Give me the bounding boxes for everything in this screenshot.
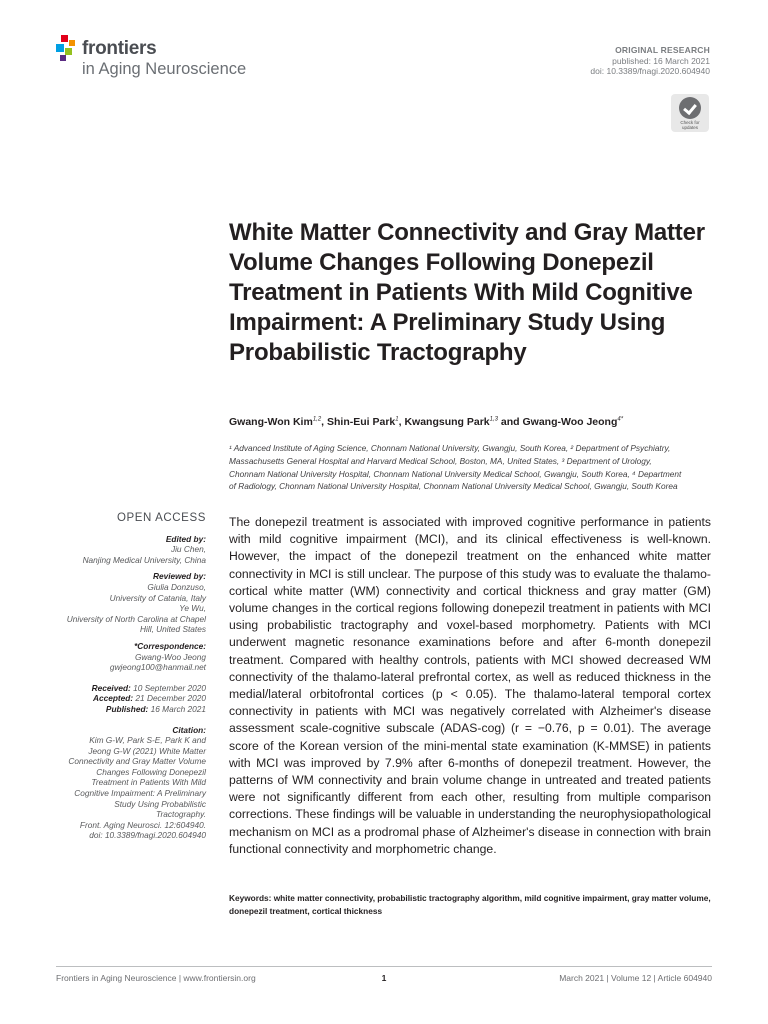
frontiers-logo-icon: [56, 33, 82, 63]
citation-line[interactable]: doi: 10.3389/fnagi.2020.604940: [89, 830, 206, 841]
author-affiliation-ref: 1,3: [489, 416, 498, 423]
published-date-row: [52, 704, 206, 715]
keywords: Keywords: white matter connectivity, probabilistic tractography algorithm, mild cognitive impairment, gray matter volume, donepezil treatment, cortical thickness: [229, 893, 711, 916]
author-separator: ,: [321, 416, 327, 428]
published-date: 16 March 2021: [150, 703, 206, 714]
affiliation-line: Chonnam National University Hospital, Chonnam National University Medical School, Gwangju, South Korea, ⁴ Department: [229, 468, 682, 479]
citation-line: Front. Aging Neurosci. 12:604940.: [79, 819, 206, 830]
reviewed-by-label: Reviewed by:: [152, 571, 206, 582]
author-affiliation-ref: 4*: [617, 416, 624, 423]
correspondence-label: *Correspondence:: [134, 640, 206, 651]
editor-affiliation: Nanjing Medical University, China: [82, 554, 206, 565]
footer-journal-link[interactable]: Frontiers in Aging Neuroscience | www.frontiersin.org: [56, 973, 256, 983]
author-list: [229, 416, 719, 428]
check-for-updates-badge[interactable]: [671, 94, 709, 132]
article-sidebar: [52, 513, 206, 841]
reviewer-name: Giulia Donzuso,: [147, 581, 206, 592]
received-label: Received:: [91, 682, 131, 693]
correspondence-name: Gwang-Woo Jeong: [134, 651, 206, 662]
check-for-updates-label: Check for updates: [680, 120, 700, 130]
author-affiliation-ref: 1,2: [312, 416, 322, 423]
correspondence-email[interactable]: gwjeong100@hanmail.net: [109, 662, 206, 673]
accepted-date-row: [52, 693, 206, 704]
reviewer-affiliation: Hill, United States: [140, 624, 206, 635]
citation-line: Jeong G-W (2021) White Matter: [88, 745, 206, 756]
citation-line: Connectivity and Gray Matter Volume: [68, 756, 206, 767]
citation-label: Citation:: [172, 724, 206, 735]
citation-line: Tractography.: [156, 809, 206, 820]
article-title: White Matter Connectivity and Gray Matter Volume Changes Following Donepezil Treatment in Patients With Mild Cognitive Impairment: A Preliminary Study Using Probabilistic Tractography: [229, 219, 705, 366]
author-separator: ,: [398, 416, 405, 428]
author-name[interactable]: Gwang-Woo Jeong: [522, 416, 618, 428]
received-date: 10 September 2020: [133, 682, 206, 693]
journal-name: in Aging Neuroscience: [82, 60, 247, 78]
check-for-updates-icon: [679, 97, 701, 119]
author-separator: and: [497, 416, 523, 428]
author-name[interactable]: Shin-Eui Park: [327, 416, 396, 428]
editor-name: Jiu Chen,: [170, 544, 206, 555]
reviewer-affiliation: University of North Carolina at Chapel: [66, 613, 206, 624]
author-name[interactable]: Gwang-Won Kim: [229, 416, 313, 428]
doi-line[interactable]: doi: 10.3389/fnagi.2020.604940: [590, 66, 710, 76]
published-label: Published:: [105, 703, 149, 714]
affiliation-line: of Radiology, Chonnam National University Hospital, Chonnam National University Medical School, Gwangju, South Korea: [229, 481, 678, 492]
affiliations: [229, 442, 713, 493]
accepted-label: Accepted:: [92, 693, 134, 704]
open-access-label: OPEN ACCESS: [116, 512, 206, 524]
accepted-date: 21 December 2020: [135, 693, 206, 704]
citation-line: Cognitive Impairment: A Preliminary: [74, 788, 206, 799]
citation-line: Treatment in Patients With Mild: [91, 777, 206, 788]
abstract-text: The donepezil treatment is associated with improved cognitive performance in patients with mild cognitive impairment (MCI), and its clinical effectiveness is well-known. However, the impact of the donepezil treatment on the enhanced white matter connectivity in MCI is still unclear. The purpose of this study was to evaluate the thalamo-cortical white matter (WM) connectivity and cortical thickness and gray matter (GM) volume changes in the cortical regions following donepezil treatment in patients with MCI using probabilistic tractography and voxel-based morphometry. Patients with MCI underwent magnetic resonance examinations before and after 6-month donepezil treatment. Compared with healthy controls, patients with MCI showed decreased WM connectivity of the thalamo-lateral prefrontal cortex, as well as reduced thickness in the medial/lateral orbitofrontal cortices (p < 0.05). The thalamo-lateral temporal cortex connectivity in patients with MCI was negatively correlated with Alzheimer's disease assessment scale-cognitive subscale (ADAS-cog) (r = −0.76, p = 0.01). The average score of the Korean version of the mini-mental state examination (K-MMSE) in patients with MCI was improved by 7.9% after 6-months of donepezil treatment. However, the patterns of WM connectivity and brain volume change in untreated and treated patients were not significantly different from each other, resulting from multiple comparison corrections. These findings will be valuable in understanding the neurophysiopathological mechanism on MCI as a prodromal phase of Alzheimer's disease in connection with brain functional connectivity and morphometric change.: [229, 515, 711, 856]
edited-by-label: Edited by:: [165, 533, 206, 544]
affiliation-line: ¹ Advanced Institute of Aging Science, Chonnam National University, Gwangju, South Korea, ² Department of Psychiatry,: [229, 443, 671, 453]
journal-brand: frontiers: [82, 38, 157, 59]
received-date-row: [52, 683, 206, 694]
author-name[interactable]: Kwangsung Park: [404, 416, 490, 428]
article-meta: [590, 45, 710, 77]
affiliation-line: Massachusetts General Hospital and Harvard Medical School, Boston, MA, United States, ³ Department of Urology,: [229, 455, 652, 466]
published-line: published: 16 March 2021: [612, 55, 710, 66]
citation-line: Study Using Probabilistic: [114, 798, 206, 809]
author-affiliation-ref: 1: [395, 416, 399, 423]
reviewer-name: Ye Wu,: [179, 603, 206, 614]
reviewer-affiliation: University of Catania, Italy: [109, 592, 206, 603]
citation-line: Kim G-W, Park S-E, Park K and: [89, 735, 206, 746]
page-number: 1: [381, 973, 387, 983]
article-type: ORIGINAL RESEARCH: [615, 45, 710, 55]
footer-divider: [56, 966, 712, 967]
footer-issue-info: March 2021 | Volume 12 | Article 604940: [559, 973, 712, 983]
citation-line: Changes Following Donepezil: [96, 766, 206, 777]
